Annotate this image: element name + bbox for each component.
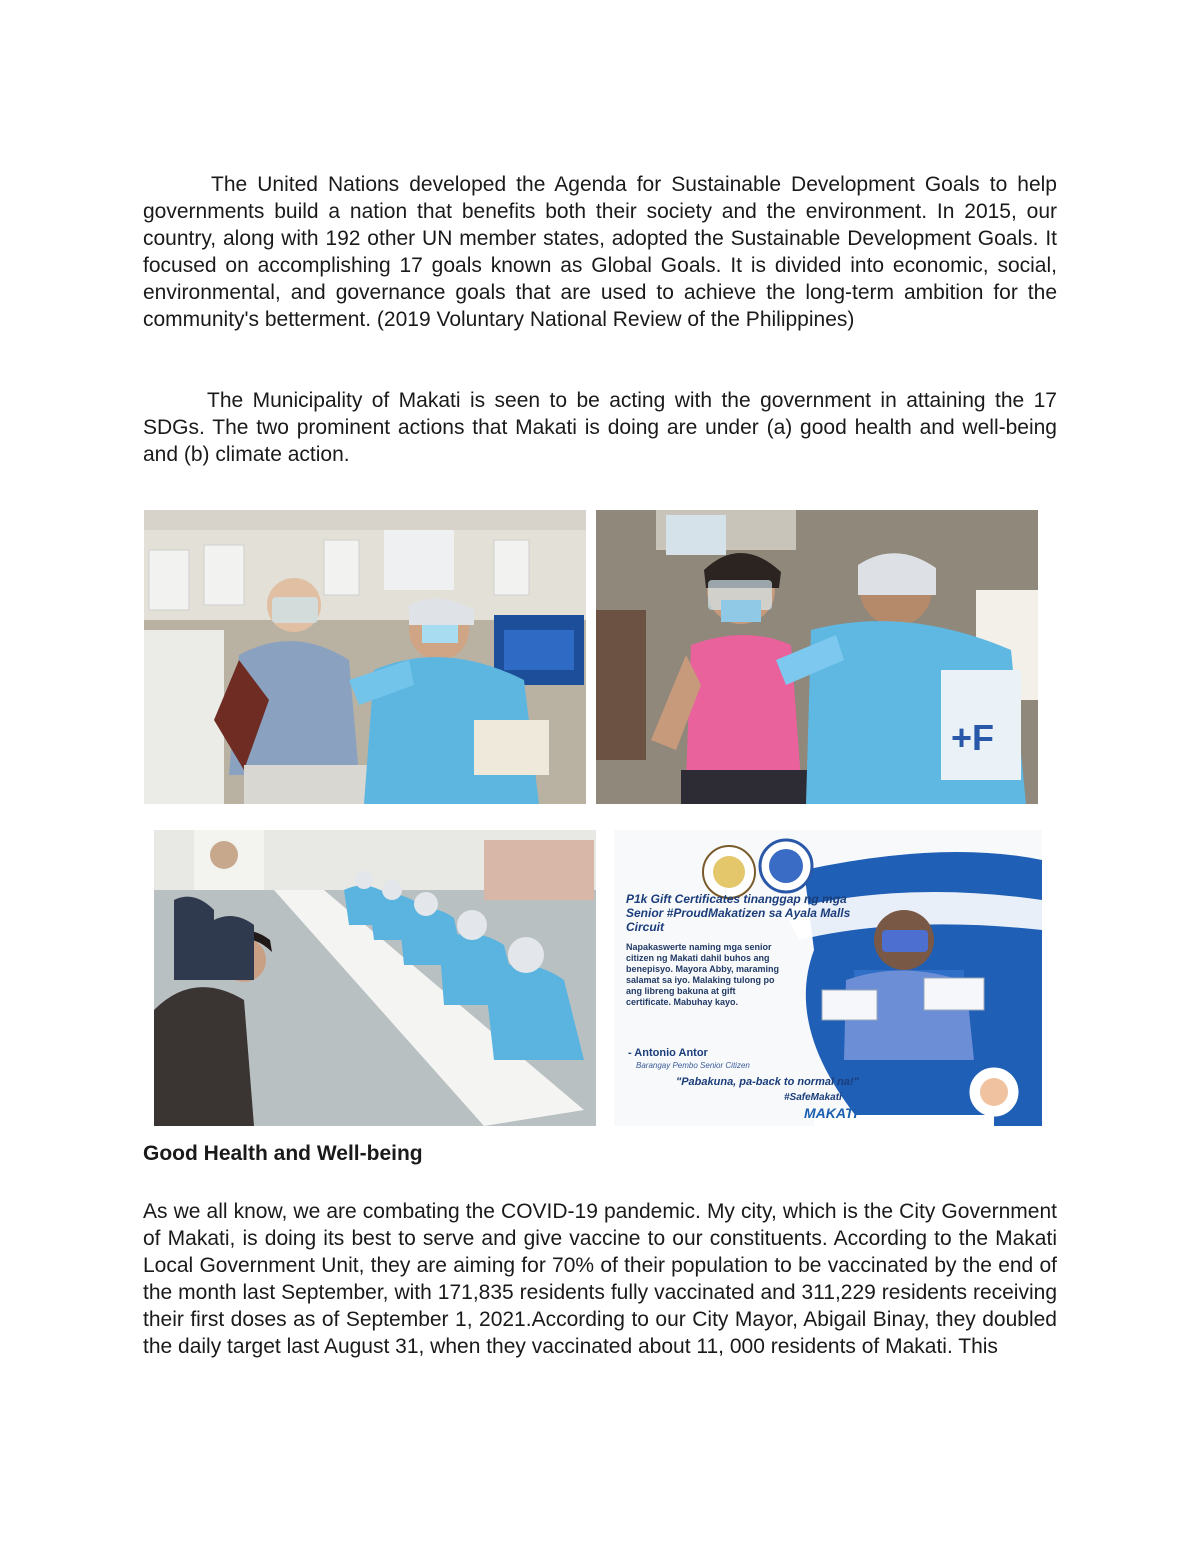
vaccination-photo-woman-pink <box>596 510 1038 804</box>
svg-text:+F: +F <box>951 717 995 758</box>
makati-gift-certificate-poster <box>614 830 1042 1126</box>
poster-brand-logo: MAKATI <box>804 1105 858 1121</box>
vaccination-photo-elderly-man <box>144 510 586 804</box>
poster-quoted-name: - Antonio Antor <box>628 1047 708 1059</box>
poster-hashtag: #SafeMakati <box>784 1092 842 1103</box>
intro-paragraph: The United Nations developed the Agenda for Sustainable Development Goals to help governments build a nation that benefits both their society and the environment. In 2015, our country, along with 192 other UN member states, adopted the Sustainable Development Goals. It focused on accomplishing 17 goals known as Global Goals. It is divided into economic, social, environmental, and governance goals that are used to achieve the long-term ambition for the community's betterment. (2019 Voluntary National Review of the Philippines) <box>143 173 1057 331</box>
section-heading: Good Health and Well-being <box>143 1142 423 1165</box>
vaccination-photo-health-workers-table <box>154 830 596 1126</box>
poster-quoted-role: Barangay Pembo Senior Citizen <box>636 1061 750 1070</box>
poster-quote: Napakaswerte naming mga senior citizen ng Makati dahil buhos ang benepisyo. Mayora Abby, maraming salamat sa iyo. Malaking tulong po ang libreng bakuna at gift certificate. Mabuhay kayo. <box>626 942 780 1007</box>
poster-title: P1k Gift Certificates tinanggap ng mga Senior #ProudMakatizen sa Ayala Malls Circuit <box>626 892 851 934</box>
health-paragraph: As we all know, we are combating the COVID-19 pandemic. My city, which is the City Government of Makati, is doing its best to serve and give vaccine to our constituents. According to the Makati Local Government Unit, they are aiming for 70% of their population to be vaccinated by the end of the month last September, with 171,835 residents fully vaccinated and 311,229 residents receiving their first doses as of September 1, 2021.According to our City Mayor, Abigail Binay, they doubled the daily target last August 31, when they vaccinated about 11, 000 residents of Makati. This <box>143 1200 1057 1358</box>
makati-paragraph: The Municipality of Makati is seen to be acting with the government in attaining the 17 SDGs. The two prominent actions that Makati is doing are under (a) good health and well-being and (b) climate action. <box>143 389 1057 466</box>
poster-tagline: "Pabakuna, pa-back to normal na!" <box>676 1076 859 1088</box>
